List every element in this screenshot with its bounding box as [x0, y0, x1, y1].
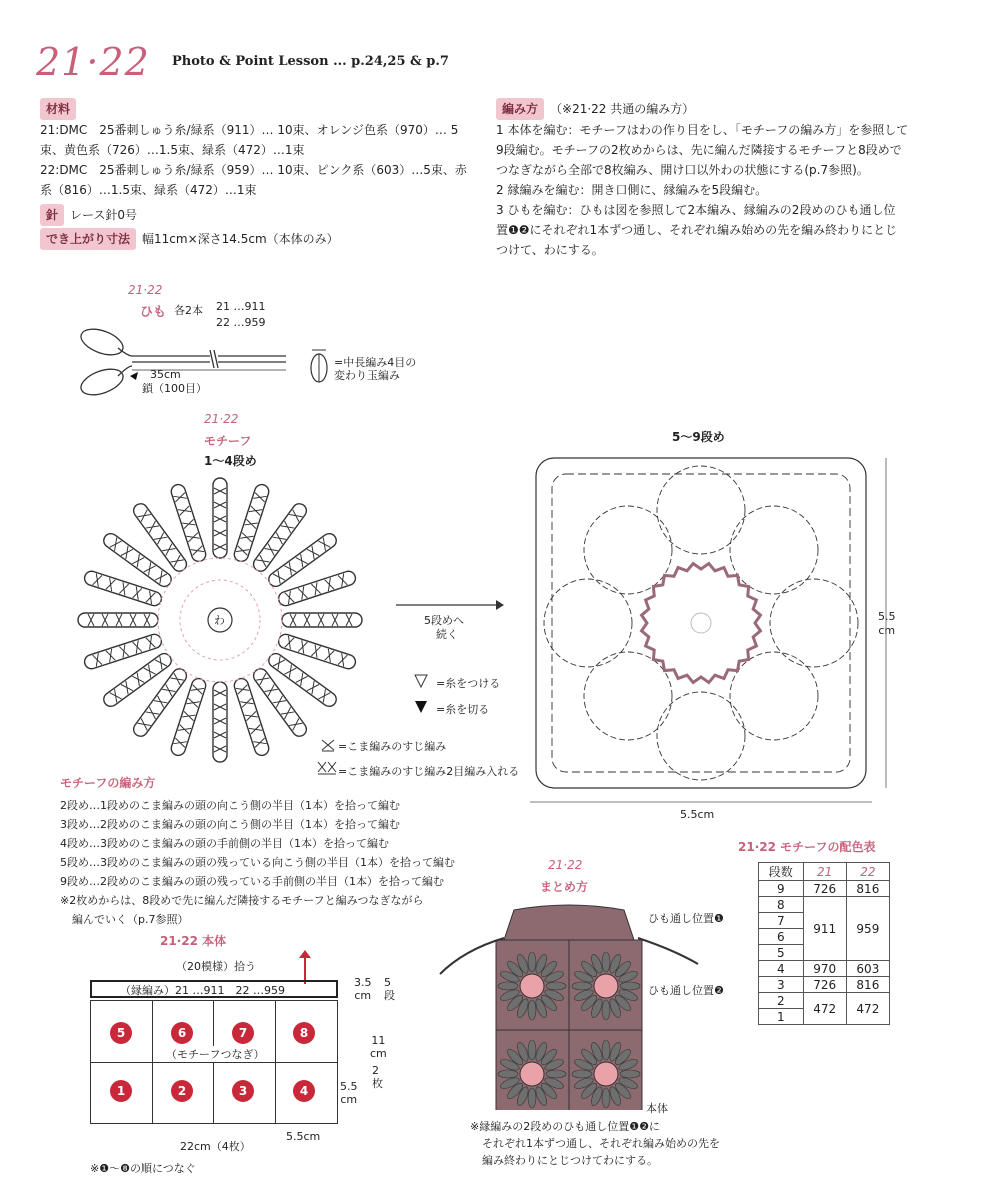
continue-label: 続く [436, 628, 458, 641]
cord-length: 35cm [150, 368, 181, 381]
table-cell: 472 [846, 993, 889, 1025]
cord-position-2: ひも通し位置❷ [648, 984, 724, 997]
petal [169, 483, 207, 563]
motif-label: モチーフ [204, 434, 252, 448]
body-edge-band: （縁編み）21 …911 22 …959 [90, 980, 338, 998]
petal [277, 569, 357, 607]
size-text: 幅11cm×深さ14.5cm（本体のみ） [142, 232, 339, 246]
body-join-label: （モチーフつなぎ） [166, 1048, 265, 1061]
body-title: 21·22 本体 [160, 934, 227, 948]
motif-number-badge: 1 [110, 1080, 132, 1102]
motif-right-title: 5〜9段め [672, 430, 725, 444]
size-tag: でき上がり寸法 [40, 228, 136, 250]
table-cell: 472 [803, 993, 846, 1025]
table-cell: 816 [846, 881, 889, 897]
body-width: 22cm（4枚） [180, 1140, 251, 1153]
page-number: 21·22 [36, 40, 150, 84]
table-header: 21 [803, 863, 846, 881]
petal [131, 501, 189, 574]
petal [266, 651, 339, 709]
method-step: 3 ひもを編む：ひもは図を参照して2本編み、縁編みの2段めのひも通し位 [496, 203, 896, 217]
materials-line: 21:DMC 25番刺しゅう糸/緑系（911）… 10束、オレンジ色系（970）… 5 [40, 123, 459, 137]
table-cell: 911 [803, 897, 846, 961]
assembly-title: 21·22 [548, 858, 583, 872]
table-row [759, 961, 890, 977]
table-cell: 4 [759, 961, 804, 977]
flower-petal [602, 1088, 610, 1108]
method-step: 2 縁編みを編む：開き口側に、縁編みを5段編む。 [496, 183, 768, 197]
flower-petal [546, 1070, 566, 1078]
table-header: 22 [846, 863, 889, 881]
motif-height: 5.5 cm [878, 610, 896, 637]
flower-petal [498, 1070, 518, 1078]
flower-center [594, 1062, 618, 1086]
attach-yarn-icon [414, 674, 428, 688]
petal [213, 478, 227, 558]
table-cell: 2 [759, 993, 804, 1009]
table-cell: 816 [846, 977, 889, 993]
flower-petal [620, 982, 640, 990]
method-step: 1 本体を編む：モチーフはわの作り目をし、「モチーフの編み方」を参照して [496, 123, 909, 137]
assembly-note: 編み終わりにとじつけてわにする。 [482, 1154, 658, 1167]
legend-attach: =糸をつける [436, 677, 501, 690]
body-note: ※❶〜❽の順につなぐ [90, 1162, 196, 1175]
method-step: 置❶❷にそれぞれ1本ずつ通し、それぞれ編み始めの先を編み終わりにとじ [496, 223, 898, 237]
flower-petal [528, 1088, 536, 1108]
motif-method-row: 5段め…3段めのこま編みの頭の残っている向こう側の半目（1本）を拾って編む [60, 856, 455, 869]
petal [266, 531, 339, 589]
motif-title: 21·22 [204, 412, 239, 426]
body-pick: （20模様）拾う [176, 960, 256, 973]
continue-arrow-icon [396, 598, 506, 612]
motif-method-row: 2段め…1段めのこま編みの頭の向こう側の半目（1本）を拾って編む [60, 799, 400, 812]
flower-petal [528, 1000, 536, 1020]
bobble-legend: =中長編み4目の 変わり玉編み [334, 356, 417, 382]
method-tag: 編み方 [496, 98, 544, 120]
flower-center [520, 1062, 544, 1086]
motif-number-badge: 3 [232, 1080, 254, 1102]
table-header: 段数 [759, 863, 804, 881]
cord-color-21: 21 …911 [216, 300, 266, 313]
table-row [759, 993, 890, 1009]
cord-title: 21·22 [128, 283, 163, 297]
table-row [759, 977, 890, 993]
motif-number-badge: 4 [293, 1080, 315, 1102]
petal [233, 677, 271, 757]
petal [101, 651, 174, 709]
petal [233, 483, 271, 563]
cord-left [440, 938, 504, 974]
flower-petal [620, 1070, 640, 1078]
flower-petal [572, 982, 592, 990]
flower-petal [546, 982, 566, 990]
cord-position-1: ひも通し位置❶ [648, 912, 724, 925]
legend-sc2: =こま編みのすじ編み2目編み入れる [338, 765, 520, 778]
method-step: つけて、わにする。 [496, 243, 604, 257]
table-cell: 7 [759, 913, 804, 929]
body-h1-rows: 5 段 [384, 976, 395, 1002]
flower-center [594, 974, 618, 998]
body-arrow-icon [298, 950, 312, 984]
flower-petal [528, 1040, 536, 1060]
body-h1: 3.5 cm [354, 976, 372, 1002]
body-h2-count: 2 枚 [372, 1064, 383, 1090]
table-cell: 603 [846, 961, 889, 977]
table-cell: 726 [803, 977, 846, 993]
method-step: つなぎながら全部で8枚編み、開け口以外わの状態にする(p.7参照)。 [496, 163, 869, 177]
motif-method-note: ※2枚めからは、8段めで先に編んだ隣接するモチーフと編みつなぎながら [60, 894, 424, 907]
method-note: （※21·22 共通の編み方） [550, 102, 695, 116]
materials-line: 束、黄色系（726）…1.5束、緑系（472）…1束 [40, 143, 305, 157]
materials-line: 22:DMC 25番刺しゅう糸/緑系（959）… 10束、ピンク系（603）…5束、赤 [40, 163, 467, 177]
assembly-label: まとめ方 [540, 880, 589, 894]
petal [78, 613, 158, 627]
cut-yarn-icon [414, 700, 428, 714]
flower-petal [602, 1040, 610, 1060]
color-table [758, 862, 890, 1025]
petal [282, 613, 362, 627]
motif-method-row: 3段め…2段めのこま編みの頭の向こう側の半目（1本）を拾って編む [60, 818, 400, 831]
assembly-note: ※縁編みの2段めのひも通し位置❶❷に [470, 1120, 660, 1133]
table-cell: 6 [759, 929, 804, 945]
bag-diagram [434, 900, 704, 1110]
motif-method-row: 9段め…2段めのこま編みの頭の残っている手前側の半目（1本）を拾って編む [60, 875, 444, 888]
assembly-note: それぞれ1本ずつ通し、それぞれ編み始めの先を [482, 1137, 720, 1150]
motif-method-row: 4段め…3段めのこま編みの頭の手前側の半目（1本）を拾って編む [60, 837, 389, 850]
cord-chain: 鎖（100目） [142, 382, 207, 395]
motif-number-badge: 6 [171, 1022, 193, 1044]
bobble-symbol-icon [308, 346, 330, 386]
motif-number-badge: 7 [232, 1022, 254, 1044]
petal [277, 633, 357, 671]
bag-ruffle [504, 905, 634, 940]
table-cell: 959 [846, 897, 889, 961]
flower-petal [498, 982, 518, 990]
assembly-body-label: 本体 [646, 1102, 668, 1115]
cord-count: 各2本 [174, 304, 203, 317]
table-cell: 726 [803, 881, 846, 897]
flower-petal [572, 1070, 592, 1078]
flower-petal [528, 952, 536, 972]
continue-label: 5段めへ [424, 614, 464, 627]
needle-tag: 針 [40, 204, 64, 226]
motif-method-title: モチーフの編み方 [60, 776, 156, 790]
motif-method-note: 編んでいく（p.7参照） [72, 913, 189, 926]
motif-width: 5.5cm [680, 808, 715, 821]
motif-number-badge: 5 [110, 1022, 132, 1044]
sc-back-loop-icon [320, 736, 336, 752]
legend-sc: =こま編みのすじ編み [338, 740, 447, 753]
table-header-row [759, 863, 890, 881]
method-step: 9段編む。モチーフの2枚めからは、先に編んだ隣接するモチーフと8段めで [496, 143, 902, 157]
materials-section [40, 98, 480, 250]
motif-center-label: わ [214, 614, 225, 627]
petal [251, 666, 309, 739]
materials-line: 系（816）…1.5束、緑系（472）…1束 [40, 183, 257, 197]
petal [101, 531, 174, 589]
table-cell: 970 [803, 961, 846, 977]
table-row [759, 881, 890, 897]
cord-label: ひも [140, 305, 167, 320]
dimension-lines [520, 450, 900, 820]
petal [131, 666, 189, 739]
body-h3: 5.5 cm [340, 1080, 358, 1106]
body-grid [90, 1000, 338, 1124]
method-section [496, 98, 966, 260]
flower-petal [602, 952, 610, 972]
motif-number-badge: 2 [171, 1080, 193, 1102]
petal [213, 682, 227, 762]
petal [83, 569, 163, 607]
table-cell: 5 [759, 945, 804, 961]
petal [83, 633, 163, 671]
petal [169, 677, 207, 757]
flower-center [520, 974, 544, 998]
cord-right [638, 938, 698, 964]
body-h2: 11 cm [370, 1034, 387, 1060]
motif-method-list [60, 796, 455, 929]
body-cell-width: 5.5cm [286, 1130, 321, 1143]
table-row [759, 897, 890, 913]
needle-text: レース針0号 [70, 208, 138, 222]
legend-cut: =糸を切る [436, 703, 490, 716]
flower-petal [602, 1000, 610, 1020]
table-cell: 1 [759, 1009, 804, 1025]
assembly-notes [470, 1118, 720, 1169]
sc-increase-icon [316, 760, 338, 776]
motif-rounds-label: 1〜4段め [204, 454, 257, 468]
color-table-title: 21·22 モチーフの配色表 [738, 840, 876, 854]
table-cell: 3 [759, 977, 804, 993]
table-cell: 8 [759, 897, 804, 913]
page-subtitle: Photo & Point Lesson ... p.24,25 & p.7 [172, 54, 449, 69]
cord-color-22: 22 …959 [216, 316, 266, 329]
motif-number-badge: 8 [293, 1022, 315, 1044]
petal [251, 501, 309, 574]
materials-tag: 材料 [40, 98, 76, 120]
table-cell: 9 [759, 881, 804, 897]
